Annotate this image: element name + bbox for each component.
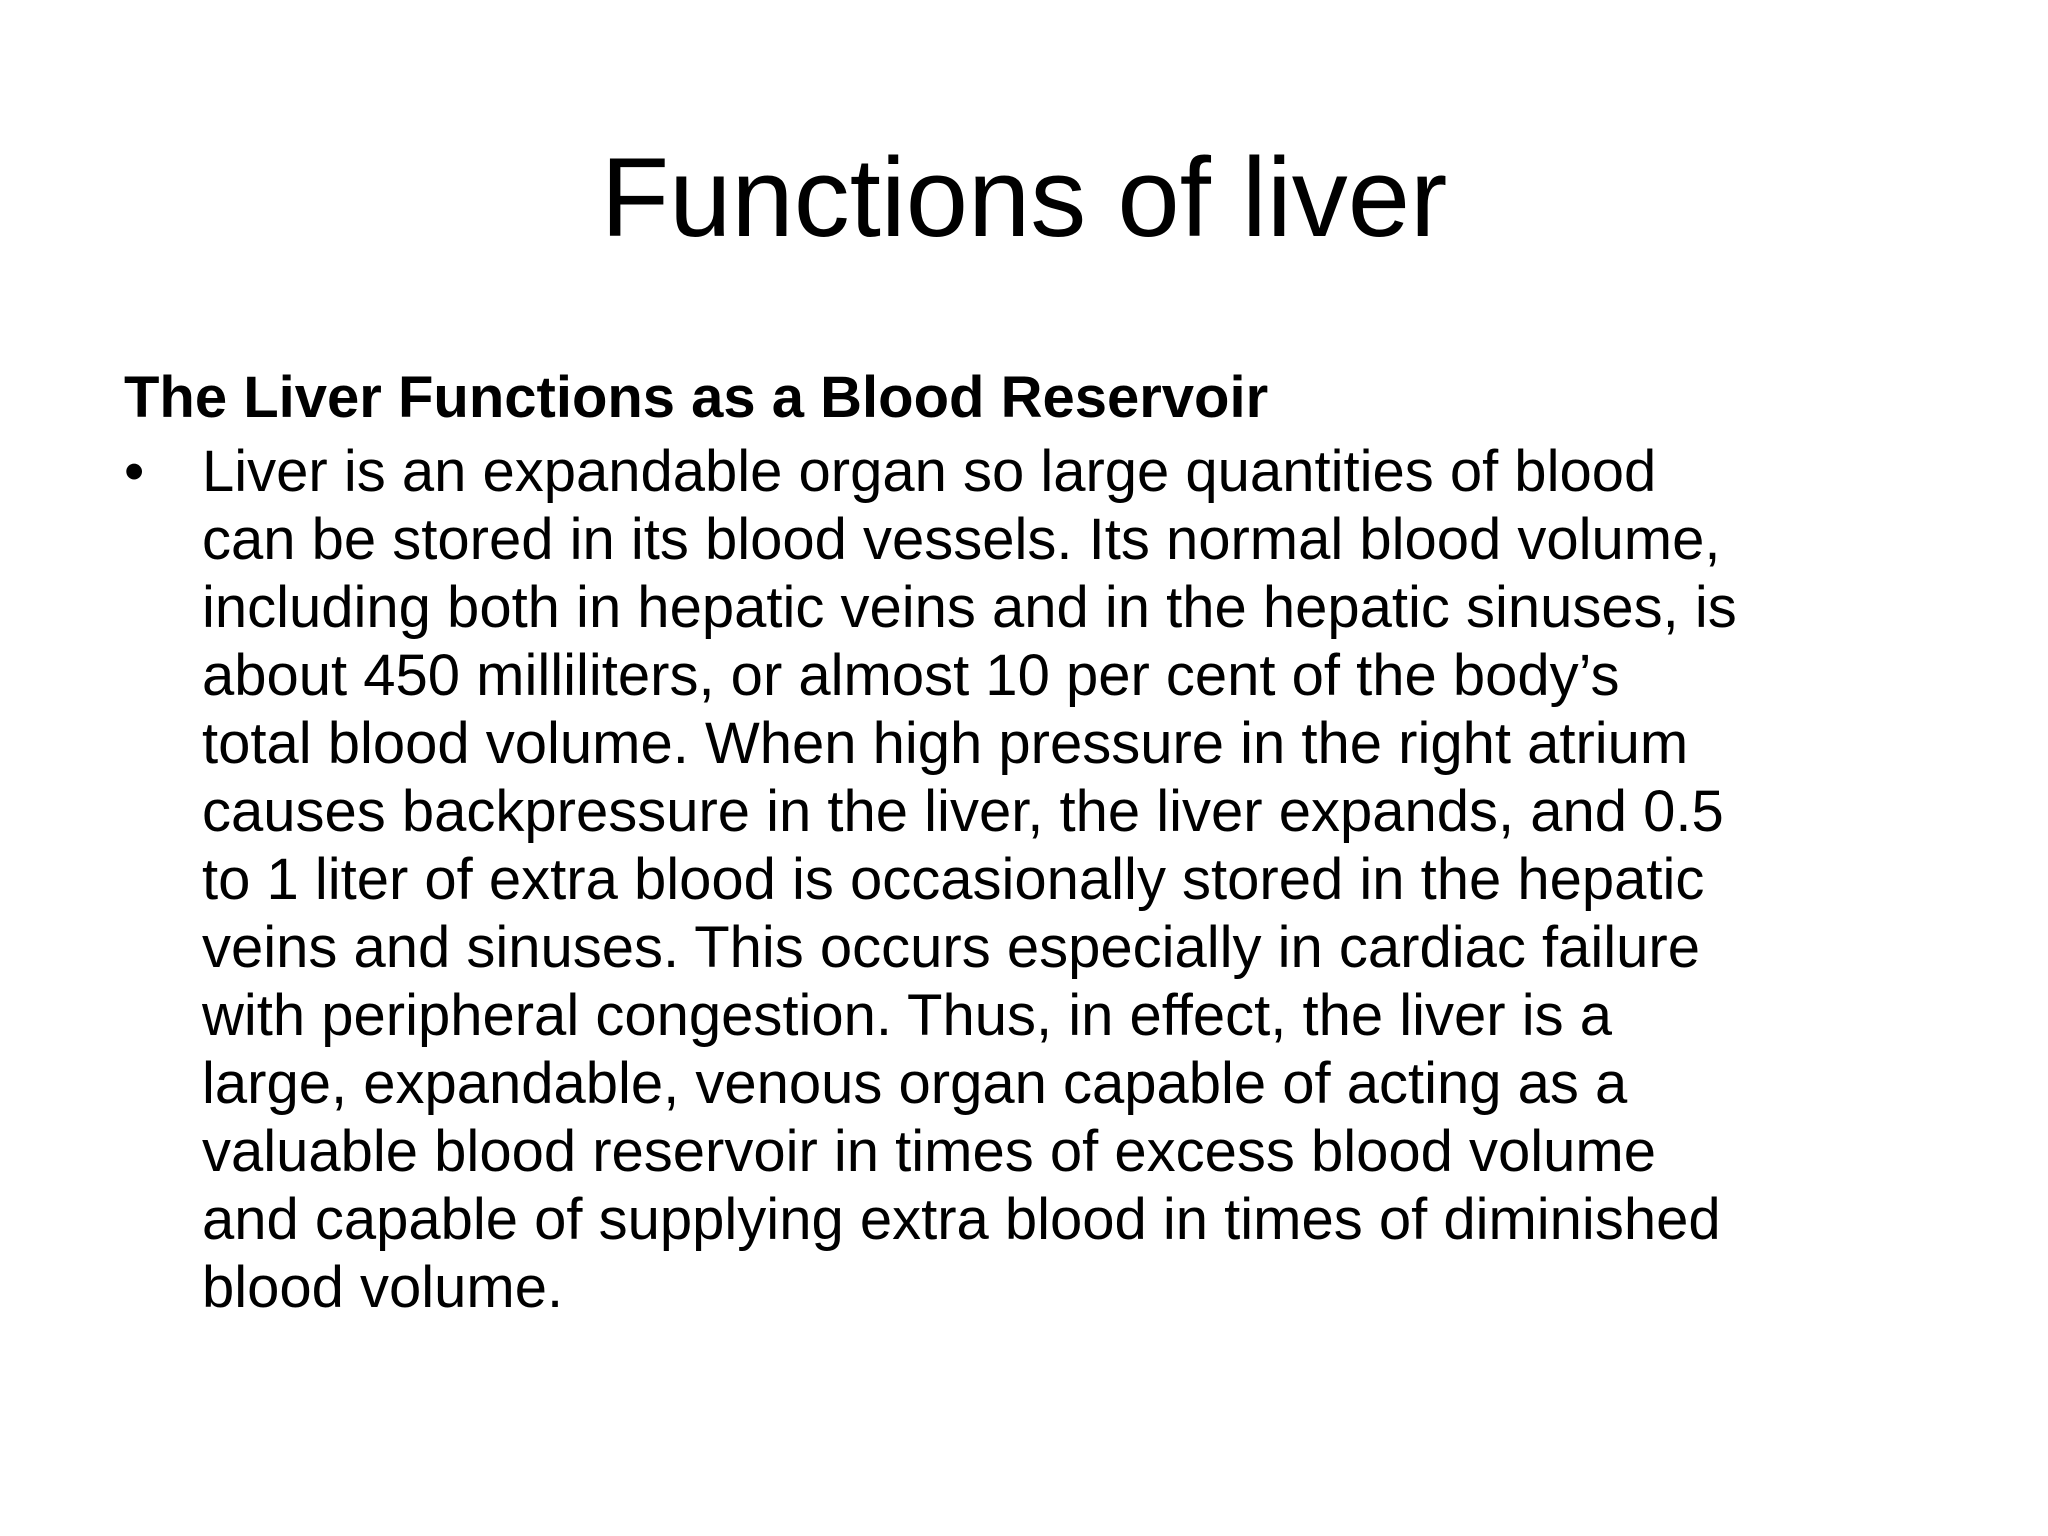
bullet-line: can be stored in its blood vessels. Its normal blood volume, bbox=[202, 507, 1721, 572]
bullet-line: total blood volume. When high pressure in the right atrium bbox=[202, 711, 1689, 776]
bullet-marker: • bbox=[124, 439, 145, 504]
bullet-line: and capable of supplying extra blood in times of diminished bbox=[202, 1187, 1721, 1252]
bullet-line: veins and sinuses. This occurs especially in cardiac failure bbox=[202, 915, 1700, 980]
section-heading: The Liver Functions as a Blood Reservoir bbox=[124, 365, 1269, 430]
bullet-line: Liver is an expandable organ so large quantities of blood bbox=[202, 439, 1657, 504]
bullet-line: to 1 liter of extra blood is occasionally stored in the hepatic bbox=[202, 847, 1705, 912]
slide-content bbox=[124, 362, 1964, 1322]
bullet-line: including both in hepatic veins and in the hepatic sinuses, is bbox=[202, 575, 1737, 640]
bullet-line: with peripheral congestion. Thus, in effect, the liver is a bbox=[202, 983, 1612, 1048]
slide-title: Functions of liver bbox=[600, 135, 1448, 260]
bullet-line: about 450 milliliters, or almost 10 per cent of the body’s bbox=[202, 643, 1620, 708]
bullet-line: valuable blood reservoir in times of excess blood volume bbox=[202, 1119, 1656, 1184]
bullet-line: blood volume. bbox=[202, 1255, 564, 1320]
bullet-item bbox=[124, 438, 1964, 1322]
bullet-line: large, expandable, venous organ capable of acting as a bbox=[202, 1051, 1628, 1116]
bullet-line: causes backpressure in the liver, the liver expands, and 0.5 bbox=[202, 779, 1724, 844]
